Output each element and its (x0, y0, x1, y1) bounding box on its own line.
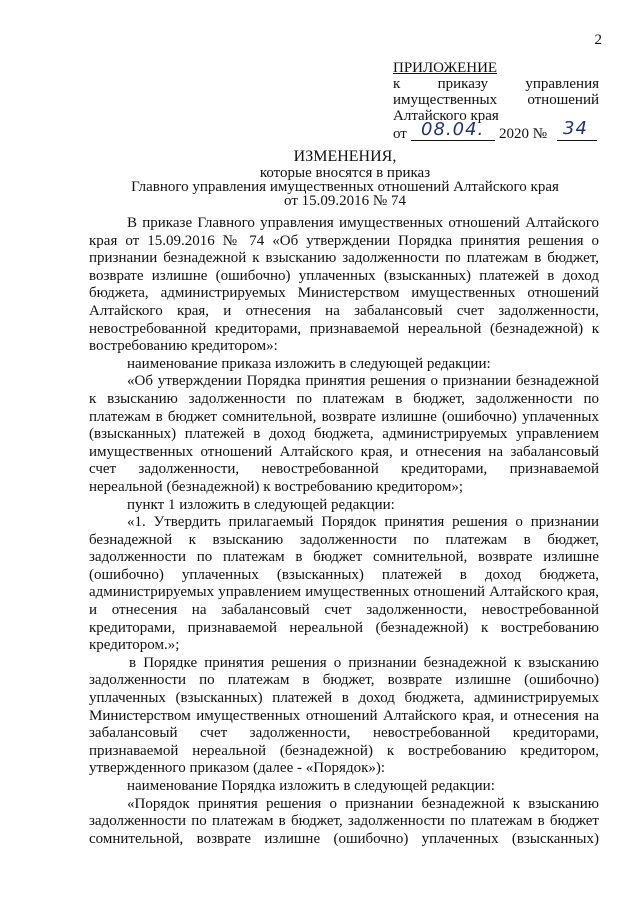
paragraph: «Об утверждении Порядка принятия решения о признании безнадежной к взысканию задолженности по платежам в бюджет, задолженности по платежам в бюджет сомнительной, возврате излишне (ошибочно) уплаченных (взысканных) платежей в доход бюджета, администрируемых управлением имущественных отношений Алтайского края, и отнесения на забалансовый счет задолженности, невостребованной кредиторами, признаваемой нереальной (безнадежной) к востребованию кредитором»; (89, 373, 599, 495)
appendix-title: ПРИЛОЖЕНИЕ (393, 60, 498, 76)
handwritten-date: 08.04. (421, 119, 485, 140)
paragraph: в Порядке принятия решения о признании безнадежной к взысканию задолженности по платежам в бюджет, возврате излишне (ошибочно) уплаченных (взысканных) платежей в доход бюджета, администрируемых Министерством имущественных отношений Алтайского края, и отнесения на забалансовый счет задолженности, невостребованной кредиторами, признаваемой нереальной (безнадежной) к востребованию кредитором, утвержденного приказом (далее - «Порядок»): (89, 654, 599, 777)
appendix-line-3: Алтайского края (393, 108, 499, 124)
heading-subtitle-2: Главного управления имущественных отношений Алтайского края (131, 179, 559, 195)
paragraph: «Порядок принятия решения о признании безнадежной к взысканию задолженности по платежам в бюджет, задолженности по платежам в бюджет сомнительной, возврате излишне (ошибочно) уплаченных (взысканных) (89, 795, 599, 847)
heading-subtitle-3: от 15.09.2016 № 74 (284, 193, 406, 209)
heading-title: ИЗМЕНЕНИЯ, (293, 148, 397, 165)
heading-subtitle-1: которые вносятся в приказ (259, 165, 431, 181)
number-underline (557, 140, 597, 141)
handwritten-number: 34 (563, 118, 588, 139)
date-year: 2020 № (499, 126, 548, 142)
appendix-date-line (393, 118, 599, 144)
appendix-block (393, 60, 599, 144)
appendix-line-1: к приказу управления (393, 76, 599, 92)
changes-heading (90, 148, 600, 208)
paragraph: наименование Порядка изложить в следующей редакции: (127, 778, 495, 794)
date-underline (411, 140, 495, 141)
appendix-line-2: имущественных отношений (393, 92, 599, 108)
paragraph: наименование приказа изложить в следующей редакции: (127, 355, 491, 372)
document-body (89, 215, 599, 848)
paragraph: «1. Утвердить прилагаемый Порядок принятия решения о признании безнадежной к взысканию задолженности по платежам в бюджет, задолженности по платежам в бюджет сомнительной, возврате излишне (ошибочно) уплаченных (взысканных) платежей в доход бюджета, администрируемых управлением имущественных отношений Алтайского края, и отнесения на забалансовый счет задолженности, невостребованной кредиторами, признаваемой нереальной (безнадежной) к востребованию кредитором.»; (89, 514, 599, 654)
paragraph: В приказе Главного управления имущественных отношений Алтайского края от 15.09.2016 № 74 «Об утверждении Порядка принятия решения о признании безнадежной к взысканию задолженности по платежам в бюджет, возврате излишне (ошибочно) уплаченных (взысканных) платежей в доход бюджета, администрируемых Министерством имущественных отношений Алтайского края, и отнесения на забалансовый счет задолженности, невостребованной кредиторами, признаваемой нереальной (безнадежной) к востребованию кредитором»: (89, 215, 599, 355)
paragraph: пункт 1 изложить в следующей редакции: (127, 496, 395, 513)
page-number: 2 (594, 32, 602, 48)
date-prefix: от (393, 126, 407, 142)
